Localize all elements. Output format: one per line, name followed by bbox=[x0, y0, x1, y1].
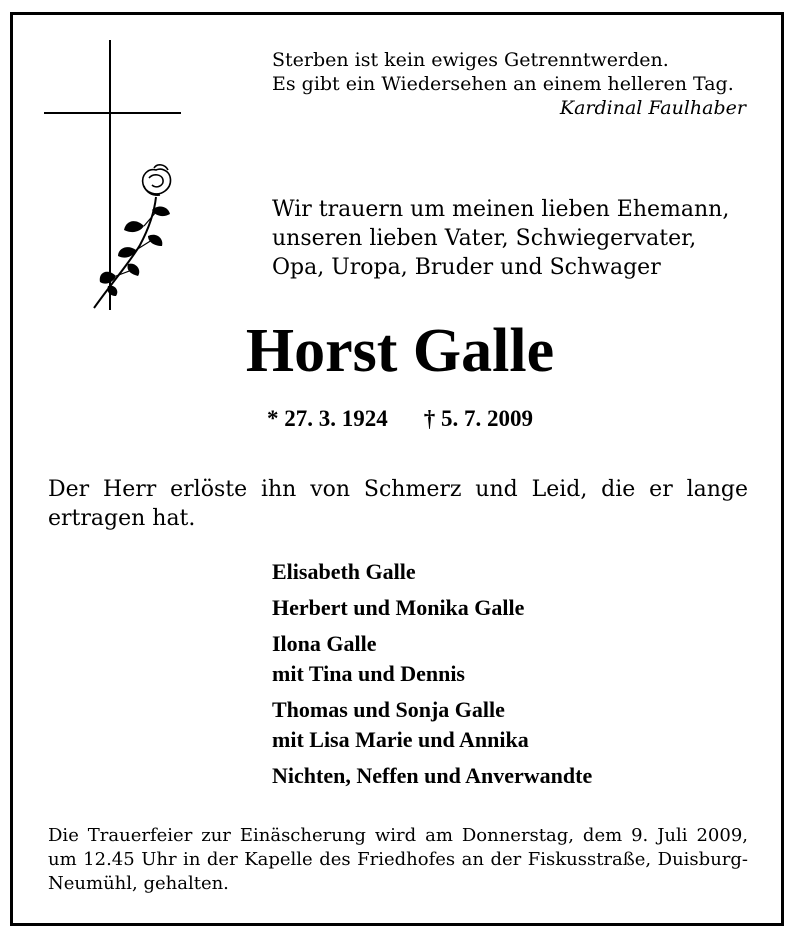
family-list bbox=[272, 557, 752, 797]
intro-line: Wir trauern um meinen lieben Ehemann, bbox=[272, 197, 730, 222]
family-member-line: mit Lisa Marie und Annika bbox=[272, 727, 529, 752]
family-member-line: Herbert und Monika Galle bbox=[272, 595, 525, 620]
family-member-line: Elisabeth Galle bbox=[272, 559, 416, 584]
family-member-line: Ilona Galle bbox=[272, 631, 377, 656]
death-date: † 5. 7. 2009 bbox=[423, 406, 533, 431]
family-member-line: mit Tina und Dennis bbox=[272, 661, 465, 686]
quote-line: Es gibt ein Wiedersehen an einem helleren Tag. bbox=[272, 73, 734, 95]
quote-author: Kardinal Faulhaber bbox=[559, 97, 746, 119]
mourning-intro bbox=[272, 195, 752, 282]
birth-date: * 27. 3. 1924 bbox=[267, 406, 388, 431]
family-group bbox=[272, 761, 752, 791]
deceased-name: Horst Galle bbox=[245, 317, 555, 385]
family-member-line: Thomas und Sonja Galle bbox=[272, 697, 505, 722]
family-group bbox=[272, 557, 752, 587]
funeral-notice: Die Trauerfeier zur Einäscherung wird am Donnerstag, dem 9. Juli 2009, um 12.45 Uhr in der Kapelle des Friedhofes an der Fiskusstraße, Duisburg-Neumühl, gehalten. bbox=[48, 825, 748, 894]
family-group bbox=[272, 629, 752, 689]
family-member-line: Nichten, Neffen und Anverwandte bbox=[272, 763, 593, 788]
memorial-saying: Der Herr erlöste ihn von Schmerz und Leid, die er lange ertragen hat. bbox=[48, 477, 748, 531]
intro-line: unseren lieben Vater, Schwiegervater, bbox=[272, 226, 697, 251]
intro-line: Opa, Uropa, Bruder und Schwager bbox=[272, 255, 661, 280]
quote-block bbox=[272, 48, 746, 120]
life-dates bbox=[0, 404, 800, 434]
family-group bbox=[272, 593, 752, 623]
quote-line: Sterben ist kein ewiges Getrenntwerden. bbox=[272, 49, 669, 71]
cross-with-rose-icon bbox=[44, 40, 184, 312]
family-group bbox=[272, 695, 752, 755]
